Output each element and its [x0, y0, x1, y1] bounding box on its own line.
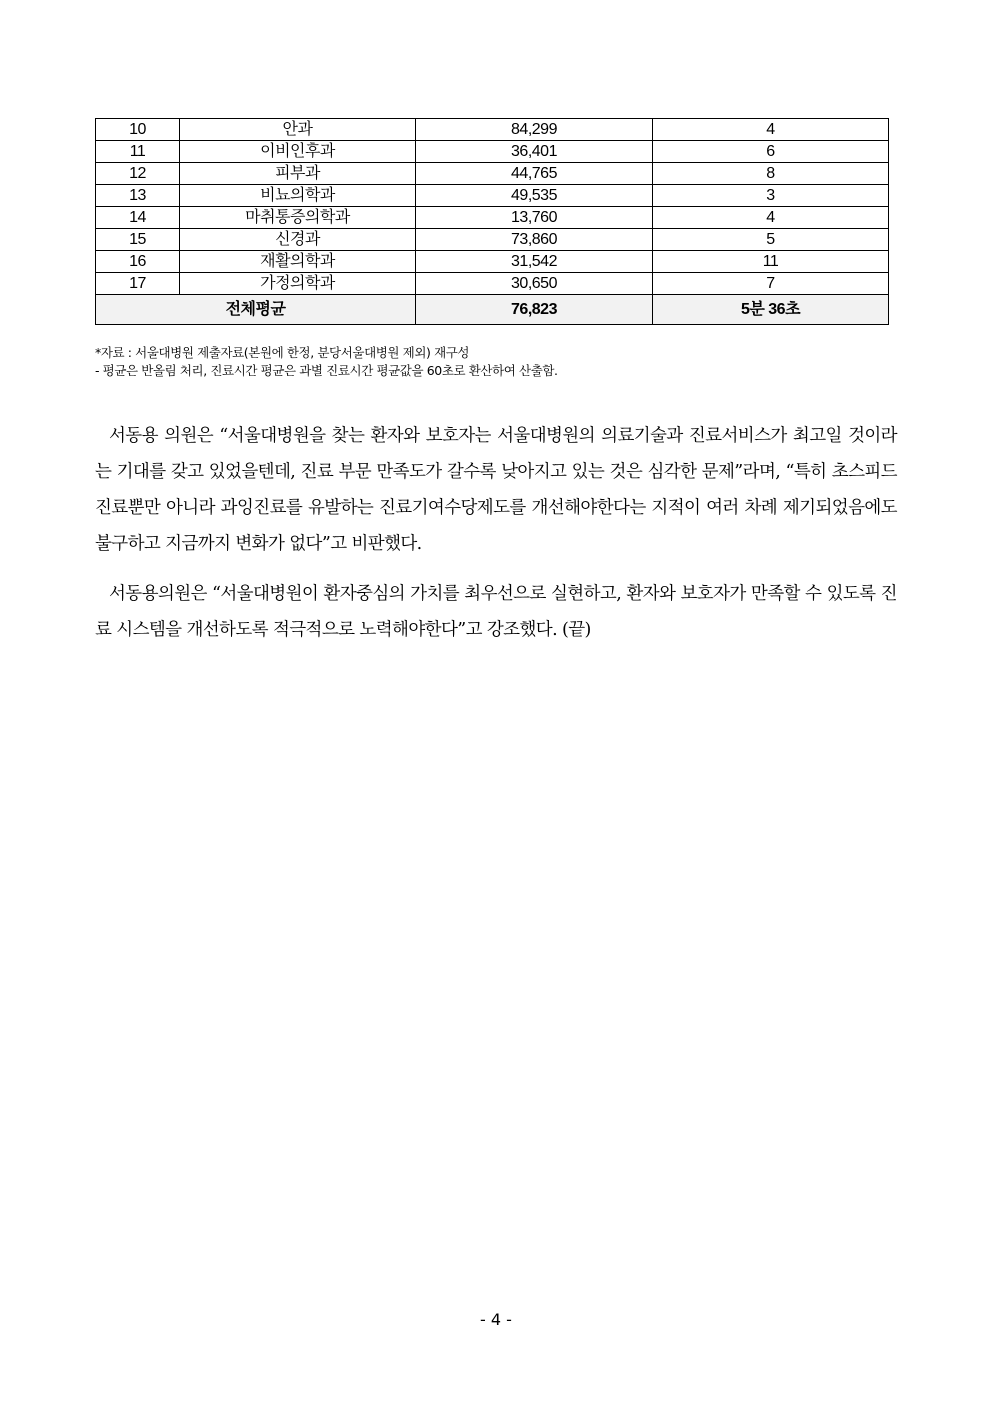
- consult-time: 4: [653, 207, 889, 229]
- patient-count: 84,299: [416, 119, 653, 141]
- total-label: 전체평균: [96, 295, 416, 325]
- row-number: 12: [96, 163, 180, 185]
- paragraph: 서동용 의원은 “서울대병원을 찾는 환자와 보호자는 서울대병원의 의료기술과 진료서비스가 최고일 것이라는 기대를 갖고 있었을텐데, 진료 부문 만족도가 갈수록 낮아지고 있는 것은 심각한 문제”라며, “특히 초스피드 진료뿐만 아니라 과잉진료를 유발하는 진료기여수당제도를 개선해야한다는 지적이 여러 차례 제기되었음에도 불구하고 지금까지 변화가 없다”고 비판했다.: [95, 426, 897, 554]
- row-number: 13: [96, 185, 180, 207]
- consult-time: 7: [653, 273, 889, 295]
- table-notes: [95, 344, 895, 380]
- source-note: *자료 : 서울대병원 제출자료(본원에 한정, 분당서울대병원 제외) 재구성: [95, 345, 470, 360]
- patient-count: 49,535: [416, 185, 653, 207]
- row-number: 10: [96, 119, 180, 141]
- table-row: [96, 273, 889, 295]
- patient-count: 73,860: [416, 229, 653, 251]
- row-number: 16: [96, 251, 180, 273]
- department-name: 신경과: [180, 229, 416, 251]
- page-number: - 4 -: [480, 1310, 512, 1329]
- row-number: 11: [96, 141, 180, 163]
- department-name: 이비인후과: [180, 141, 416, 163]
- method-note: - 평균은 반올림 처리, 진료시간 평균은 과별 진료시간 평균값을 60초로 환산하여 산출함.: [95, 363, 558, 378]
- total-patient-count: 76,823: [416, 295, 653, 325]
- patient-count: 36,401: [416, 141, 653, 163]
- table-row: [96, 185, 889, 207]
- body-text: [95, 418, 897, 662]
- table-row: [96, 163, 889, 185]
- department-name: 가정의학과: [180, 273, 416, 295]
- consult-time: 6: [653, 141, 889, 163]
- table-row: [96, 119, 889, 141]
- table-row: [96, 251, 889, 273]
- consult-time: 4: [653, 119, 889, 141]
- table-row: [96, 141, 889, 163]
- consult-time: 11: [653, 251, 889, 273]
- department-name: 마취통증의학과: [180, 207, 416, 229]
- department-name: 재활의학과: [180, 251, 416, 273]
- total-consult-time: 5분 36초: [653, 295, 889, 325]
- department-name: 안과: [180, 119, 416, 141]
- department-name: 피부과: [180, 163, 416, 185]
- consult-time: 3: [653, 185, 889, 207]
- patient-count: 13,760: [416, 207, 653, 229]
- patient-count: 31,542: [416, 251, 653, 273]
- patient-count: 44,765: [416, 163, 653, 185]
- row-number: 15: [96, 229, 180, 251]
- department-stats-table: [95, 118, 889, 325]
- patient-count: 30,650: [416, 273, 653, 295]
- consult-time: 5: [653, 229, 889, 251]
- department-name: 비뇨의학과: [180, 185, 416, 207]
- table-row: [96, 207, 889, 229]
- consult-time: 8: [653, 163, 889, 185]
- row-number: 14: [96, 207, 180, 229]
- row-number: 17: [96, 273, 180, 295]
- paragraph: 서동용의원은 “서울대병원이 환자중심의 가치를 최우선으로 실현하고, 환자와 보호자가 만족할 수 있도록 진료 시스템을 개선하도록 적극적으로 노력해야한다”고 강조했다. (끝): [95, 584, 897, 640]
- table-row: [96, 229, 889, 251]
- total-average-row: [96, 295, 889, 325]
